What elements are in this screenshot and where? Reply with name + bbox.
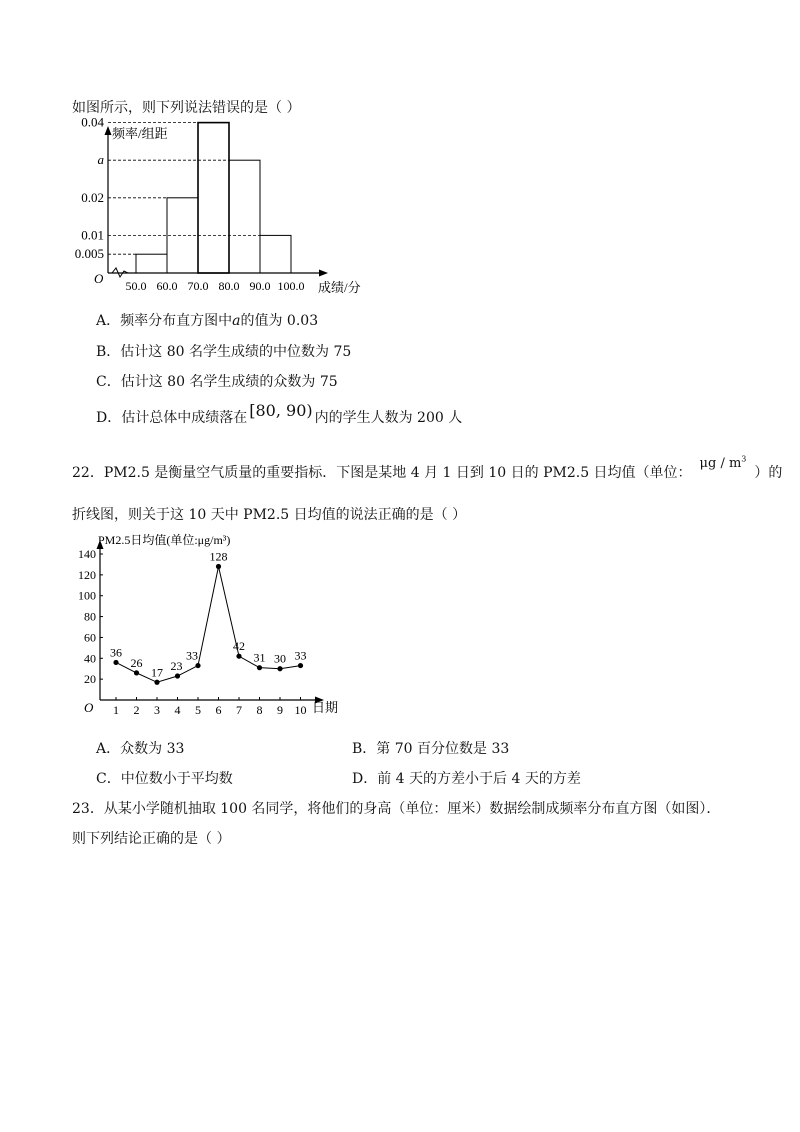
option-letter: A．: [96, 741, 121, 757]
data-point: [154, 680, 159, 685]
q22-option-b[interactable]: [352, 738, 509, 758]
y-axis-label: PM2.5日均值(单位:μg/m³): [98, 533, 231, 547]
x-axis-label: 日期: [312, 700, 339, 715]
y-tick-label: 100: [78, 588, 96, 603]
option-text-pre: 频率分布直方图中: [120, 313, 233, 329]
x-tick-label: 3: [154, 703, 160, 717]
y-tick-label: 120: [78, 567, 96, 582]
data-label: 33: [186, 648, 198, 663]
x-tick-label: 5: [195, 703, 201, 717]
q22-unit: μg / $m^3$: [699, 454, 747, 471]
y-tick-label: 0.01: [81, 227, 104, 243]
y-axis-label: 频率/组距: [112, 126, 168, 141]
data-label: 31: [253, 650, 266, 665]
x-tick-label: 100.0: [277, 279, 305, 293]
q23-line1: 23．从某小学随机抽取 100 名同学，将他们的身高（单位：厘米）数据绘制成频率分布直方图（如图）．: [72, 801, 721, 817]
x-tick-label: 9: [277, 703, 283, 717]
histogram-bar: [198, 123, 229, 273]
q22-option-a[interactable]: [96, 738, 184, 758]
q22-line1: [72, 454, 783, 482]
q22-option-d[interactable]: [352, 768, 581, 788]
pm25-line-chart: [60, 528, 350, 718]
y-tick-label: 140: [78, 547, 96, 561]
x-tick-label: 2: [133, 703, 140, 717]
q22-option-c[interactable]: [96, 768, 233, 788]
data-point: [216, 564, 221, 569]
option-letter: D．: [96, 410, 122, 426]
data-label: 36: [110, 645, 122, 660]
data-label: 33: [294, 648, 307, 663]
x-tick-label: 8: [256, 703, 263, 717]
x-tick-label: 4: [174, 703, 181, 717]
option-text-post: 内的学生人数为 200 人: [314, 410, 463, 426]
q23-line2: 则下列结论正确的是（ ）: [72, 831, 231, 847]
x-tick-label: 60.0: [156, 279, 178, 293]
option-text-pre: 估计总体中成绩落在: [121, 410, 248, 426]
data-label: 30: [274, 651, 286, 666]
x-tick-label: 1: [113, 703, 119, 717]
q22-text-post: ）的: [754, 465, 783, 481]
x-axis-arrow: [319, 270, 328, 277]
option-text: 众数为 33: [120, 741, 185, 757]
q21-option-b[interactable]: [96, 341, 351, 361]
data-point: [277, 666, 282, 671]
data-label: 23: [170, 659, 183, 674]
option-text: 前 4 天的方差小于后 4 天的方差: [377, 771, 581, 787]
y-tick-label: a: [97, 152, 104, 168]
x-tick-label: 7: [236, 703, 242, 717]
x-tick-label: 50.0: [125, 279, 147, 293]
y-tick-label: 0.005: [74, 246, 104, 262]
y-tick-label: 0.04: [81, 114, 104, 130]
option-text: 估计这 80 名学生成绩的众数为 75: [120, 374, 338, 390]
q21-option-c[interactable]: [96, 371, 338, 391]
histogram-chart: [60, 114, 380, 304]
histogram-bar: [229, 160, 260, 273]
option-text: 估计这 80 名学生成绩的中位数为 75: [120, 344, 352, 360]
histogram-bar: [136, 254, 167, 273]
option-variable: a: [232, 313, 241, 329]
origin-label: O: [94, 271, 104, 286]
y-axis-arrow: [105, 126, 112, 135]
data-point: [113, 660, 118, 665]
option-letter: C．: [96, 771, 121, 787]
x-tick-label: 80.0: [218, 279, 240, 293]
data-point: [134, 670, 139, 675]
q22-number: 22．: [72, 465, 104, 481]
x-tick-label: 6: [215, 703, 222, 717]
q21-option-d[interactable]: [96, 401, 463, 427]
option-letter: D．: [352, 771, 378, 787]
pm25-series-line: [116, 567, 301, 683]
option-text-post: 的值为 0.03: [240, 313, 319, 329]
x-tick-label: 10: [294, 703, 307, 717]
q22-line2: 折线图，则关于这 10 天中 PM2.5 日均值的说法正确的是（ ）: [72, 507, 467, 523]
origin-label: O: [84, 700, 94, 715]
data-label: 17: [151, 665, 163, 680]
data-label: 26: [130, 655, 143, 670]
x-tick-label: 90.0: [249, 279, 271, 293]
data-point: [257, 665, 262, 670]
option-text: 第 70 百分位数是 33: [376, 741, 510, 757]
option-interval: [80, 90): [249, 401, 313, 420]
option-letter: B．: [96, 344, 121, 360]
data-point: [236, 654, 241, 659]
y-tick-label: 80: [84, 609, 96, 624]
x-axis-label: 成绩/分: [318, 280, 361, 295]
option-text: 中位数小于平均数: [120, 771, 233, 787]
option-letter: B．: [352, 741, 377, 757]
option-letter: A．: [96, 313, 121, 329]
y-tick-label: 40: [84, 651, 96, 666]
data-point: [175, 673, 180, 678]
data-label: 128: [209, 549, 228, 564]
q21-stem: 如图所示，则下列说法错误的是（ ）: [72, 100, 301, 116]
data-point: [298, 663, 303, 668]
y-tick-label: 20: [84, 672, 96, 687]
y-tick-label: 60: [84, 630, 96, 645]
q21-option-a[interactable]: [96, 310, 318, 330]
y-tick-label: 0.02: [81, 189, 104, 205]
data-label: 42: [233, 639, 245, 654]
histogram-bar: [260, 235, 291, 273]
q22-text-pre: PM2.5 是衡量空气质量的重要指标．下图是某地 4 月 1 日到 10 日的 PM2.5 日均值（单位：: [103, 465, 692, 481]
option-letter: C．: [96, 374, 121, 390]
x-tick-label: 70.0: [187, 279, 209, 293]
data-point: [195, 663, 200, 668]
